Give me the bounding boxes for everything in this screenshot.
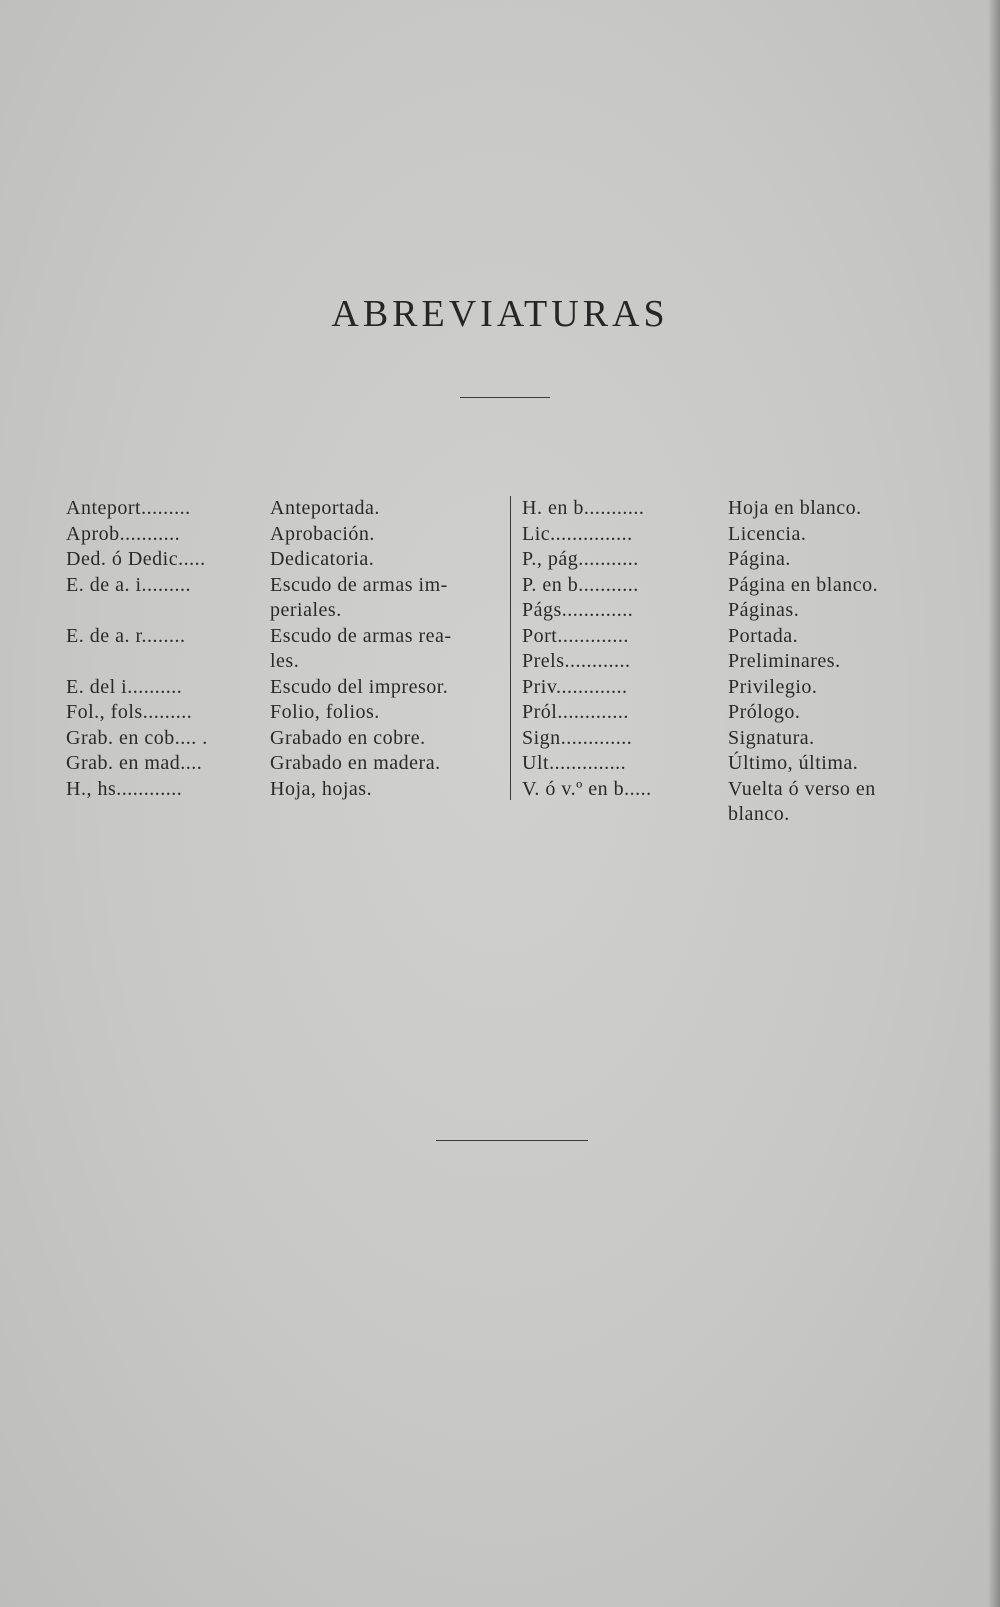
meaning-text: Aprobación. (270, 522, 375, 545)
abbreviation-text: E. del i (66, 675, 128, 698)
abbreviation-entry (66, 547, 498, 573)
abbreviation-meaning (728, 547, 958, 573)
abbreviation-entry (522, 624, 958, 650)
meaning-text: Grabado en cobre. (270, 726, 426, 749)
dot-leader: ............. (557, 624, 629, 647)
abbreviation-text: Lic (522, 522, 551, 545)
abbreviation-term (66, 700, 270, 726)
abbreviation-entry (522, 675, 958, 701)
abbreviation-term (522, 751, 728, 777)
abbreviation-meaning (270, 496, 498, 522)
meaning-continuation: les. (270, 650, 300, 672)
meaning-text: Escudo de armas rea- (270, 624, 452, 647)
abbreviation-term (522, 777, 728, 803)
dot-leader: ......... (141, 497, 191, 519)
meaning-text: Vuelta ó verso en (728, 777, 876, 800)
abbreviation-meaning (728, 649, 958, 675)
column-divider (510, 496, 511, 800)
abbreviation-term (522, 598, 728, 624)
abbreviation-meaning (728, 496, 958, 522)
abbreviation-meaning (270, 675, 498, 701)
dot-leader: .... . (174, 726, 208, 749)
meaning-text: Grabado en madera. (270, 752, 441, 774)
abbreviation-term (66, 624, 270, 650)
abbreviation-text: Págs (522, 599, 562, 621)
meaning-text: Página en blanco. (728, 573, 879, 596)
meaning-continuation: blanco. (728, 803, 790, 825)
meaning-text: Portada. (728, 624, 799, 647)
abbreviation-term (66, 522, 270, 548)
abbreviation-entry (522, 751, 958, 777)
dot-leader: ............. (557, 701, 629, 723)
abbreviation-term (522, 726, 728, 752)
dot-leader: ............. (561, 599, 634, 621)
abbreviation-entry (66, 726, 498, 752)
abbreviation-text: Grab. en cob (66, 726, 175, 749)
abbreviation-entry (66, 522, 498, 548)
abbreviation-entry (522, 700, 958, 726)
abbreviation-meaning (270, 522, 498, 548)
abbreviation-term (522, 675, 728, 701)
abbreviation-meaning (728, 700, 958, 726)
meaning-text: Folio, folios. (270, 701, 380, 723)
abbreviation-term (522, 624, 728, 650)
meaning-text: Anteportada. (270, 497, 380, 519)
abbreviation-entry (522, 777, 958, 828)
dot-leader: ......... (142, 701, 193, 723)
abbreviation-term (522, 649, 728, 675)
abbreviation-meaning (270, 726, 498, 752)
abbreviation-text: V. ó v.º en b (522, 777, 625, 800)
abbreviation-meaning (270, 624, 498, 675)
abbreviation-term (66, 751, 270, 777)
abbreviation-entry (66, 675, 498, 701)
abbreviation-term (66, 726, 270, 752)
abbreviation-term (66, 496, 270, 522)
closing-rule (436, 1140, 588, 1141)
dot-leader: .......... (127, 675, 183, 698)
abbreviation-entry (66, 573, 498, 624)
abbreviation-entry (522, 522, 958, 548)
abbreviation-text: Ult (522, 752, 550, 774)
abbreviation-term (66, 675, 270, 701)
dot-leader: ..... (178, 548, 206, 570)
meaning-text: Escudo de armas im- (270, 573, 448, 596)
abbreviation-text: Ded. ó Dedic (66, 548, 179, 570)
meaning-text: Página. (728, 548, 791, 570)
abbreviation-list-right (522, 496, 958, 828)
abbreviation-meaning (270, 547, 498, 573)
abbreviation-text: Priv (522, 675, 557, 698)
meaning-text: Preliminares. (728, 650, 841, 672)
dot-leader: ......... (141, 573, 192, 596)
abbreviation-meaning (728, 726, 958, 752)
abbreviation-meaning (728, 598, 958, 624)
abbreviation-term (522, 700, 728, 726)
dot-leader: ............ (116, 777, 183, 800)
dot-leader: .............. (549, 752, 627, 774)
abbreviation-entry (66, 777, 498, 803)
abbreviation-term (522, 522, 728, 548)
abbreviation-entry (522, 496, 958, 522)
abbreviation-term (66, 777, 270, 803)
abbreviation-entry (522, 573, 958, 599)
abbreviation-text: Anteport (66, 497, 142, 519)
dot-leader: ........... (119, 522, 181, 545)
abbreviation-entry (66, 751, 498, 777)
abbreviation-entry (66, 700, 498, 726)
abbreviation-text: P. en b (522, 573, 579, 596)
abbreviation-term (522, 496, 728, 522)
abbreviation-entry (522, 598, 958, 624)
dot-leader: ........... (578, 573, 639, 596)
meaning-text: Hoja, hojas. (270, 777, 373, 800)
abbreviation-meaning (728, 675, 958, 701)
meaning-text: Licencia. (728, 522, 807, 545)
dot-leader: ........... (583, 497, 645, 519)
page-title: ABREVIATURAS (331, 293, 669, 335)
abbreviation-text: Aprob (66, 522, 120, 545)
dot-leader: ............. (556, 675, 628, 698)
abbreviation-meaning (270, 573, 498, 624)
abbreviation-list-left (66, 496, 498, 802)
abbreviation-entry (522, 649, 958, 675)
abbreviation-term (66, 573, 270, 599)
abbreviation-term (66, 547, 270, 573)
meaning-text: Páginas. (728, 599, 800, 621)
abbreviation-meaning (270, 751, 498, 777)
abbreviation-text: Fol., fols (66, 701, 143, 723)
page-edge-shadow (988, 0, 1000, 1607)
abbreviation-text: H., hs (66, 777, 117, 800)
abbreviation-text: E. de a. r (66, 624, 142, 647)
abbreviation-meaning (728, 522, 958, 548)
title-rule (460, 397, 550, 398)
dot-leader: ..... (624, 777, 652, 800)
abbreviation-meaning (728, 777, 958, 828)
abbreviation-entry (522, 726, 958, 752)
abbreviation-meaning (270, 777, 498, 803)
dot-leader: ........ (141, 624, 186, 647)
meaning-text: Prólogo. (728, 701, 801, 723)
meaning-text: Dedicatoria. (270, 548, 375, 570)
abbreviation-meaning (728, 573, 958, 599)
abbreviation-text: H. en b (522, 497, 584, 519)
abbreviation-text: P., pág (522, 548, 579, 570)
abbreviation-meaning (728, 624, 958, 650)
abbreviation-text: Grab. en mad (66, 752, 181, 774)
meaning-text: Privilegio. (728, 675, 818, 698)
abbreviation-text: Prels (522, 650, 565, 672)
abbreviation-entry (66, 624, 498, 675)
meaning-text: Signatura. (728, 726, 815, 749)
dot-leader: .... (180, 752, 203, 774)
abbreviation-meaning (270, 700, 498, 726)
abbreviation-entry (66, 496, 498, 522)
meaning-continuation: periales. (270, 599, 342, 621)
abbreviation-meaning (728, 751, 958, 777)
abbreviation-text: Pról (522, 701, 558, 723)
abbreviation-term (522, 547, 728, 573)
abbreviation-entry (522, 547, 958, 573)
dot-leader: ............ (564, 650, 631, 672)
abbreviation-text: E. de a. i (66, 573, 142, 596)
dot-leader: ............... (550, 522, 633, 545)
meaning-text: Hoja en blanco. (728, 497, 862, 519)
meaning-text: Último, última. (728, 752, 859, 774)
abbreviation-text: Sign (522, 726, 561, 749)
dot-leader: ........... (578, 548, 639, 570)
dot-leader: ............. (560, 726, 633, 749)
abbreviation-text: Port (522, 624, 558, 647)
abbreviation-term (522, 573, 728, 599)
meaning-text: Escudo del impresor. (270, 675, 449, 698)
